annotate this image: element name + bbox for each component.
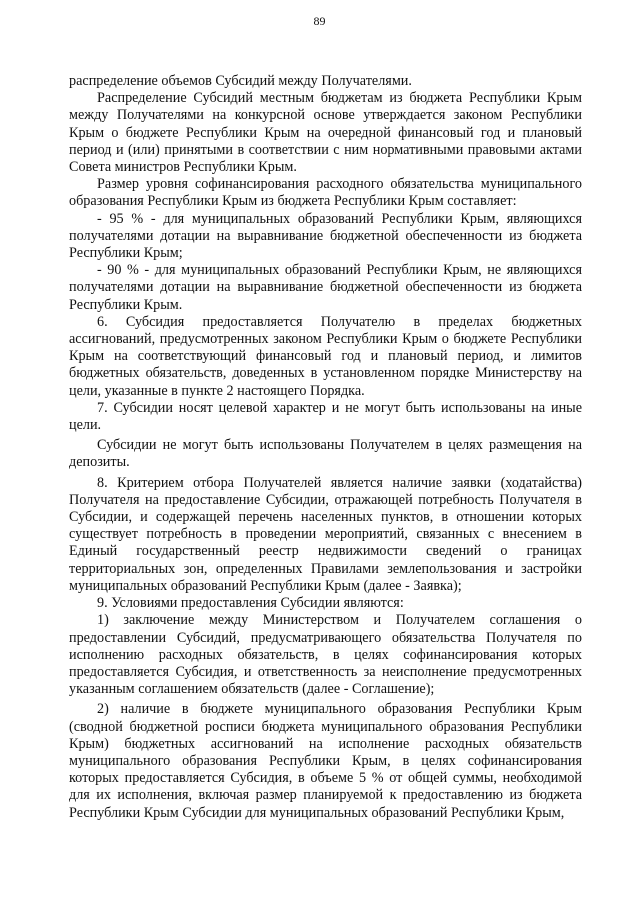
paragraph-distribution: Распределение Субсидий местным бюджетам из бюджета Республики Крым между Получателями на конкурсной основе утверждается законом Республики Крым о бюджете Республики Крым на очередной финансовый год и плановый период и (или) принятыми в соответствии с ним нормативными правовыми актами Совета министров Республики Крым. [69, 90, 582, 176]
paragraph-item-6: 6. Субсидия предоставляется Получателю в пределах бюджетных ассигнований, предусмотренных законом Республики Крым о бюджете Республики Крым на соответствующий финансовый год и плановый период, и лимитов бюджетных обязательств, доведенных в установленном порядке Министерству на цели, указанные в пункте 2 настоящего Порядка. [69, 313, 582, 399]
paragraph-item-9: 9. Условиями предоставления Субсидии являются: [97, 595, 404, 612]
paragraph-continuation: распределение объемов Субсидий между Получателями. [69, 73, 412, 89]
paragraph-condition-1: 1) заключение между Министерством и Получателем соглашения о предоставлении Субсидий, предусматривающего обязательства Получателя по исполнению расходных обязательств, в целях софинансирования которых предоставляется Субсидия, и ответственность за неисполнение предусмотренных указанным соглашением обязательств (далее - Соглашение); [69, 612, 582, 698]
paragraph-condition-2: 2) наличие в бюджете муниципального образования Республики Крым (сводной бюджетной росписи бюджета муниципального образования Республики Крым) бюджетных ассигнований на исполнение расходных обязательств муниципального образования Республики Крым, в целях софинансирования которых предоставляется Субсидия, в объеме 5 % от общей суммы, необходимой для их исполнения, включая размер планируемой к предоставлению из бюджета Республики Крым Субсидии для муниципальных образований Республики Крым, [69, 701, 582, 821]
page-number: 89 [313, 14, 326, 28]
paragraph-item-7: 7. Субсидии носят целевой характер и не могут быть использованы на иные цели. [69, 399, 582, 434]
document-body [69, 73, 582, 822]
paragraph-item-8: 8. Критерием отбора Получателей является наличие заявки (ходатайства) Получателя на предоставление Субсидии, отражающей потребность Получателя в Субсидии, и содержащей перечень населенных пунктов, в отношении которых существует потребность в проведении мероприятий, связанных с внесением в Единый государственный реестр недвижимости сведений о границах территориальных зон, определенных Правилами землепользования и застройки муниципальных образований Республики Крым (далее - Заявка); [69, 474, 582, 594]
paragraph-cofinancing-level: Размер уровня софинансирования расходного обязательства муниципального образования Республики Крым из бюджета Республики Крым составляет: [69, 176, 582, 210]
paragraph-deposits: Субсидии не могут быть использованы Получателем в целях размещения на депозиты. [69, 437, 582, 471]
paragraph-90-percent: - 90 % - для муниципальных образований Республики Крым, не являющихся получателями дотации на выравнивание бюджетной обеспеченности из бюджета Республики Крым. [69, 262, 582, 313]
paragraph-95-percent: - 95 % - для муниципальных образований Республики Крым, являющихся получателями дотации на выравнивание бюджетной обеспеченности из бюджета Республики Крым; [69, 210, 582, 262]
